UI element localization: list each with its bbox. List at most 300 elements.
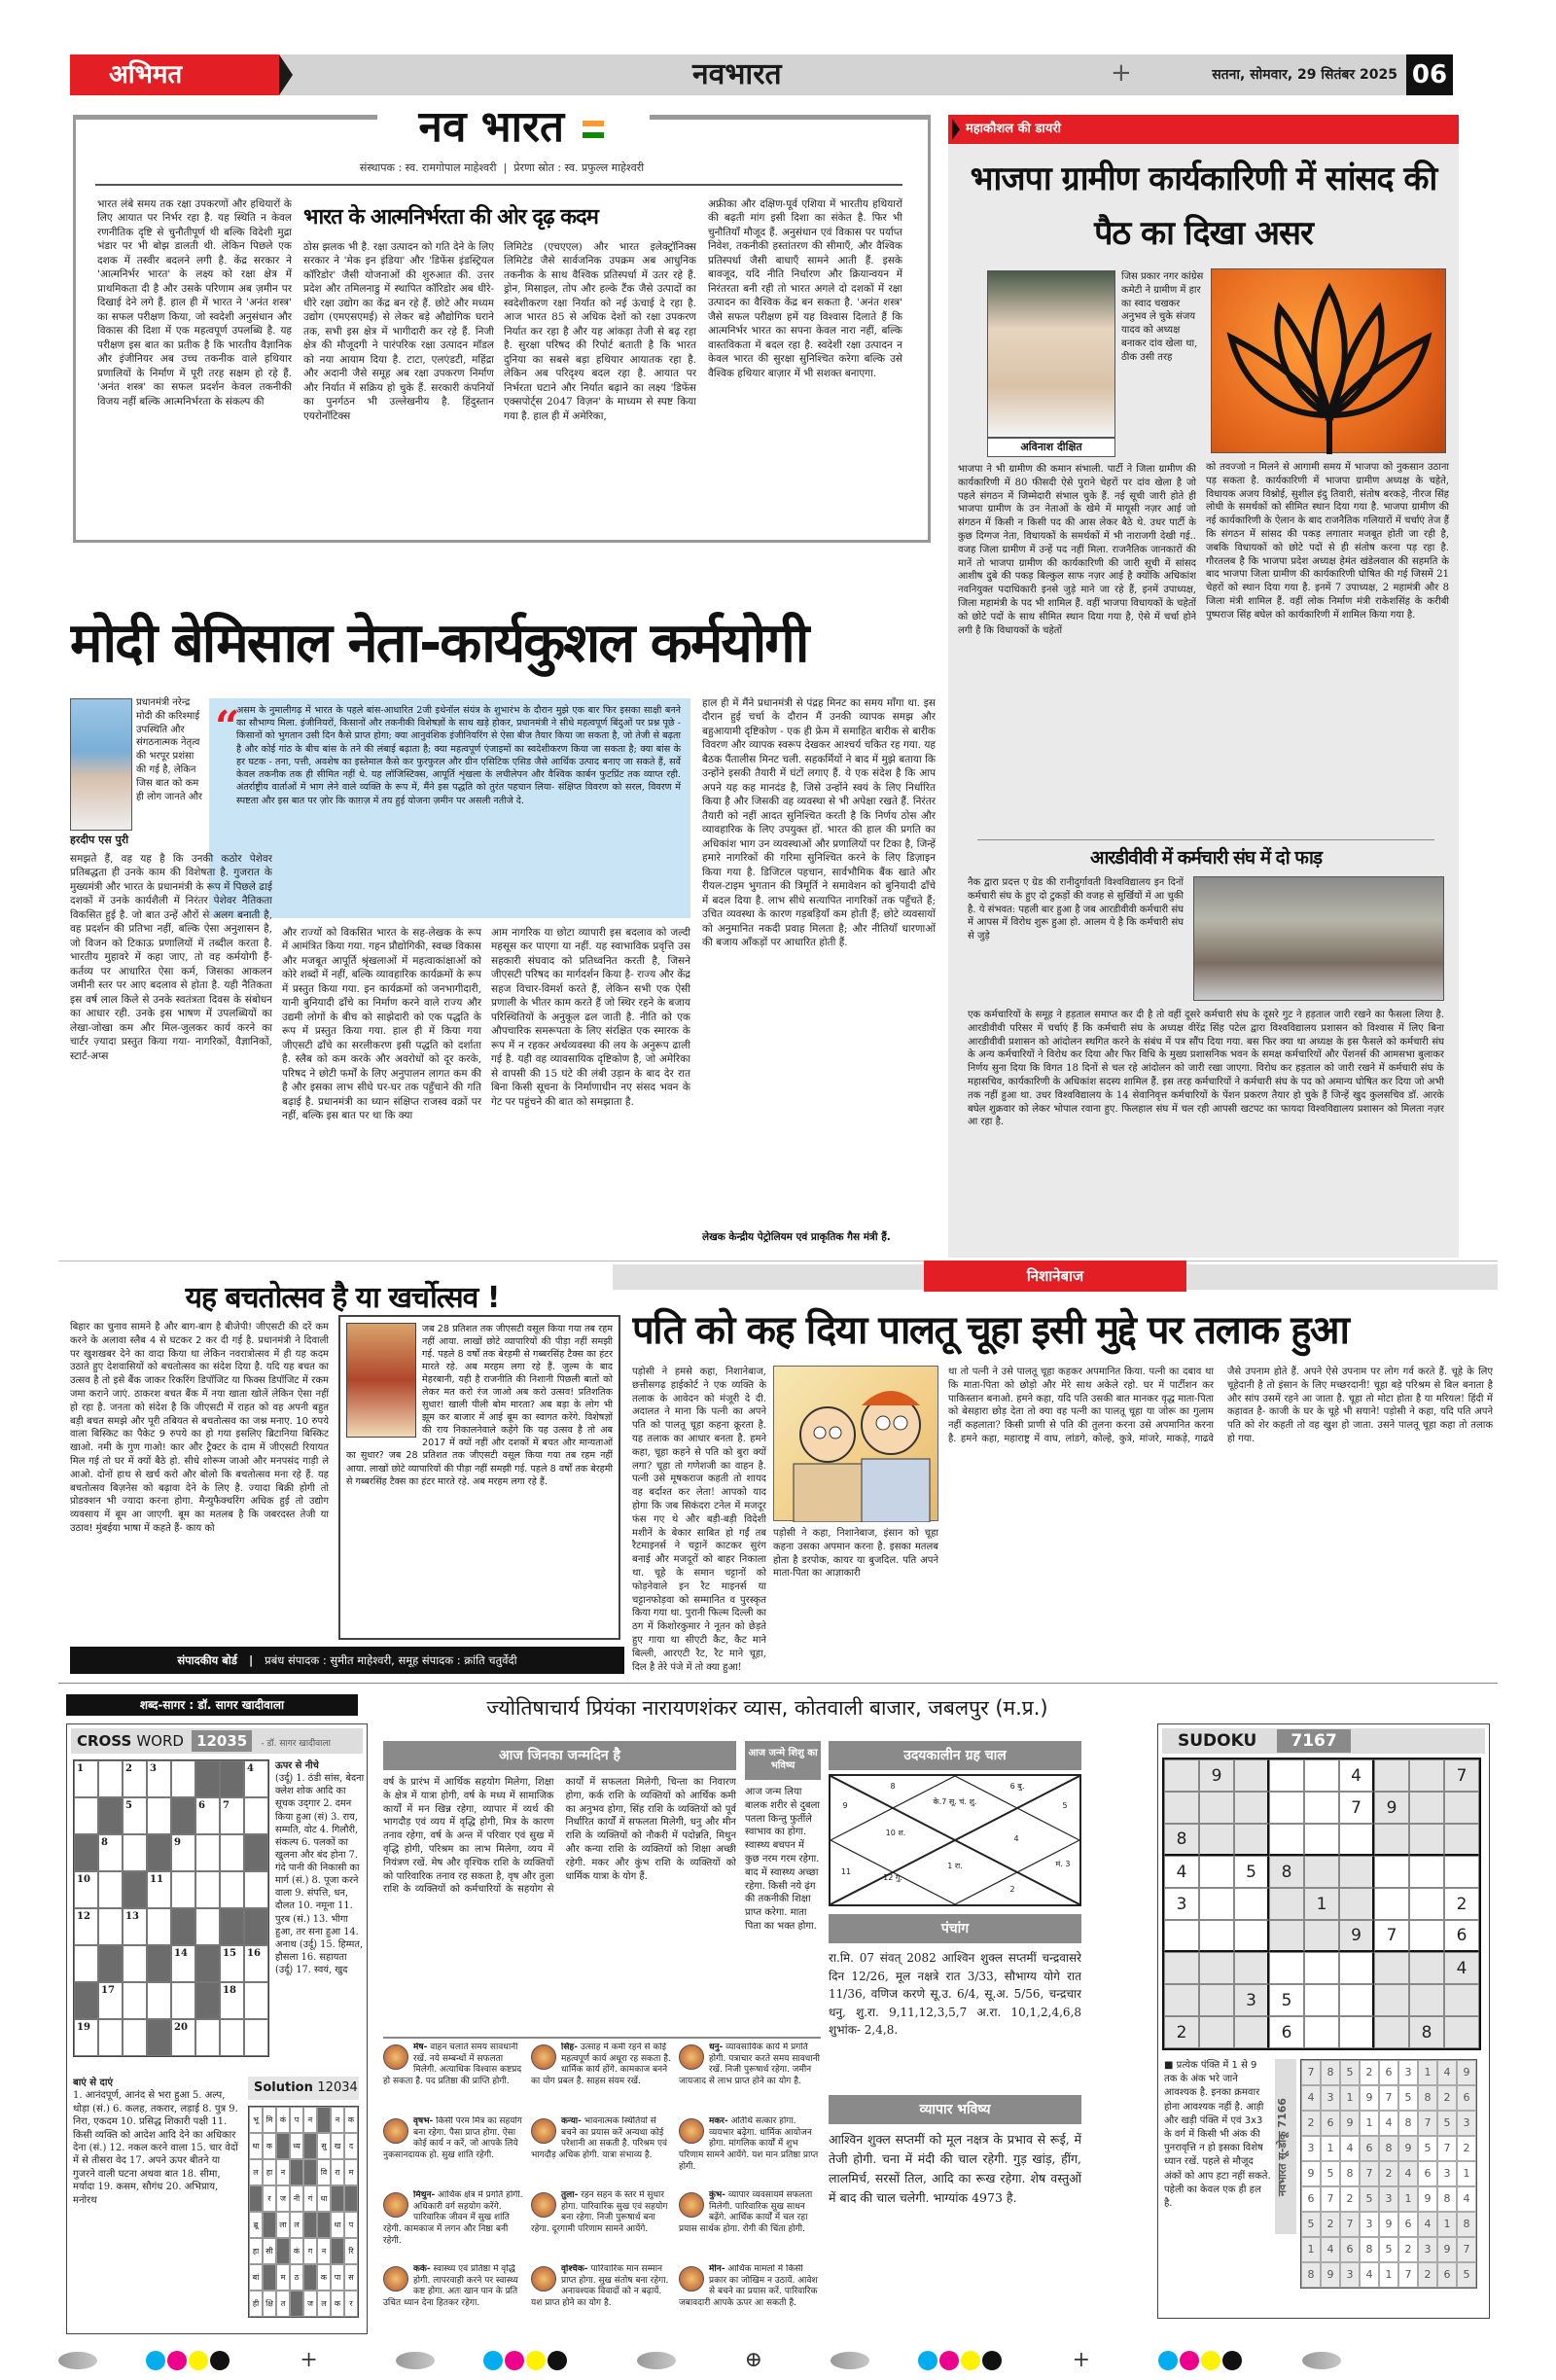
crossword-cell[interactable]: 7 xyxy=(220,1797,244,1834)
kundli-house: के.7 सू. चं. शु. xyxy=(933,1797,977,1806)
solution-cell: म xyxy=(276,2264,290,2291)
sudoku-empty-cell[interactable] xyxy=(1374,1824,1409,1856)
crossword-cell[interactable]: 16 xyxy=(244,1945,268,1982)
crossword-cell[interactable] xyxy=(171,1871,195,1908)
solution-cell: ज xyxy=(276,2185,290,2212)
answer-cell: 3 xyxy=(1360,2212,1379,2237)
crossword-black-cell xyxy=(244,1834,268,1871)
solution-cell: ही xyxy=(249,2291,263,2317)
crossword-cell[interactable] xyxy=(195,2019,220,2056)
answer-cell: 6 xyxy=(1457,2085,1476,2111)
brand-name: नवभारत xyxy=(692,57,782,91)
answer-cell: 9 xyxy=(1321,2262,1340,2288)
lead-column-4: हाल ही में मैंने प्रधानमंत्री से पंद्रह मिनट का समय माँगा था. इस दौरान हुई चर्चा के दौरान मैं उनकी व्यापक समझ और बहुआयामी दृष्टिकोण - एक ही फ्रेम में समाहित बारीक से बारीक विवरण और व्यापक स्वरूप देखकर आश्चर्य चकित रह गया. यह बैठक पैंतालीस मिनट चली. सहकर्मियों ने बाद में मुझे बताया कि उन्होंने इसकी तैयारी में घंटों लगाए हैं. ये एक संदेश है कि आप अपने यह कह मानदंड है, जिसे उन्होंने स्वयं के लिए निर्धारित किया है और जिसकी वह व्यवस्था से भी अपेक्षा रखते हैं. निरंतर तैयारी को नहीं आदत सुनिश्चित करती है कि निर्णय ठोस और व्यावहारिक के लिए उपयुक्त हों. भारत की हाल की प्रगति का अधिकांश भाग उन व्यवस्थाओं और प्रणालियों पर टिका है, जिन्हें हमारे नागरिकों की गरिमा सुनिश्चित करने के लिए डिज़ाइन किया गया है. डिजिटल पहचान, सार्वभौमिक बैंक खाते और रीयल-टाइम भुगतान की त्रिमूर्ति ने समावेशन को बुनियादी ढाँचे में बदल दिया है. लाभ सीधे सत्यापित नागरिकों तक पहुँचते हैं; उचित व्यवस्था के कारण गड़बड़ियाँ कम होती हैं; छोटे व्यवसायों को अनुमानित नकदी प्रवाह मिलता है; और नीतियाँ धारणाओं की बजाय आँकड़ों पर आधारित होती हैं. xyxy=(702,697,936,949)
solution-cell xyxy=(331,2238,344,2264)
crossword-cell[interactable] xyxy=(244,2019,268,2056)
sudoku-empty-cell[interactable] xyxy=(1269,1759,1304,1792)
horoscope-item xyxy=(383,2116,525,2186)
answer-cell: 6 xyxy=(1360,2136,1379,2161)
answer-cell: 7 xyxy=(1398,2262,1418,2288)
answer-cell: 2 xyxy=(1457,2136,1476,2161)
sudoku-empty-cell[interactable] xyxy=(1409,1792,1444,1824)
sign-text: वाहन चलाते समय सावधानी रखें. नये सम्बन्धों में सफलता मिलेगी. अत्याधिक विश्वास कष्टप्रद हो सकता है. पद प्रतिष्ठा की प्राप्ति होगी. xyxy=(383,2043,522,2087)
crossword-black-cell xyxy=(220,1908,244,1945)
lotus-icon xyxy=(1212,269,1447,454)
sudoku-given-cell: 7 xyxy=(1339,1792,1374,1824)
solution-cell xyxy=(344,2185,358,2212)
answer-cell: 2 xyxy=(1301,2111,1321,2136)
masthead xyxy=(70,54,1453,95)
crossword-black-cell xyxy=(171,1908,195,1945)
protest-photo xyxy=(1193,876,1444,1001)
solution-cell xyxy=(276,2238,290,2264)
horoscope-item xyxy=(383,2190,525,2260)
grey-oval-mark xyxy=(1302,2352,1341,2369)
crossword-cell[interactable] xyxy=(171,1760,195,1797)
nishanebaaz-col3: था तो पत्नी ने उसे पालतू चूहा कहकर अपमानित किया. पत्नी का दबाव था कि माता-पिता को छोड़ो और मेरे साथ अकेले रहो. घर में पार्टीशन कर पाकिस्तान बनाओ. हमने कहा, यदि पति उसकी बात मानकर वृद्ध माता-पिता को बेसहारा छोड़ देता तो क्या वह पत्नी का पालतू चूहा या जोरू का गुलाम नहीं कहलाता? किसी प्राणी से पति की तुलना करना उसे अपमानित करना है. हमने कहा, महाराष्ट्र में वाघ, लांडगे, कोल्हे, कुत्रे, मांजरे, माकड़े, गाढवे जैसे उपनाम होते हैं. अपने ऐसे उपनाम पर लोग गर्व करते हैं. चूहे के लिए चूहेदानी है तो इंसान के लिए मच्छरदानी! चूहा बड़े परिश्रम से बिल बनाता है और सांप उसमें रहने आ जाता है. चूहा तो मोटा होता है या मरियल! हिंदी में कहावत है- काजी के घर के चूहे भी सयाने! पड़ोसी ने कहा, यदि पति अपने पति को शेर कहती तो वह खुश हो जाता. उसने पालतू चूहा कहा तो तलाक हो गया. xyxy=(948,1367,1493,1444)
crossword-cell[interactable]: 12 xyxy=(74,1908,98,1945)
answer-cell: 1 xyxy=(1360,2111,1379,2136)
crossword-cell[interactable] xyxy=(147,1908,171,1945)
sudoku-empty-cell[interactable] xyxy=(1199,1792,1234,1824)
grey-oval-mark xyxy=(396,2352,435,2369)
divider xyxy=(977,839,1434,840)
solution-cell: हा xyxy=(249,2238,263,2264)
solution-cell xyxy=(263,2212,276,2238)
sign-text: आर्थिक क्षेत्र में प्रगति होगी. अधिकारी वर्ग सहयोग करेंगे. पारिवारिक जीवन में सुख शांति रहेगी. कामकाज में लगन और निष्ठा बनी रहेगी. xyxy=(383,2190,523,2246)
crossword-cell[interactable] xyxy=(195,1834,220,1871)
crossword-cell[interactable]: 8 xyxy=(98,1834,123,1871)
answer-cell: 7 xyxy=(1360,2161,1379,2186)
divider xyxy=(383,2037,821,2039)
sudoku-empty-cell[interactable] xyxy=(1234,1792,1269,1824)
solution-cell: सु xyxy=(317,2133,331,2159)
sign-name: धनु- xyxy=(709,2043,724,2052)
sudoku-empty-cell[interactable] xyxy=(1409,1920,1444,1952)
sudoku-empty-cell[interactable] xyxy=(1234,1759,1269,1792)
sudoku-empty-cell[interactable] xyxy=(1339,1952,1374,1984)
sudoku-empty-cell[interactable] xyxy=(1304,1856,1339,1888)
sign-text: अतिथि सत्कार होगा. व्ययभार बढ़ेगा. धार्मिक आयोजन होगा. मांगलिक कार्यों में शुभ परिणाम सामने आयेंगे. यश मान प्रतिष्ठा प्राप्त होगी. xyxy=(679,2116,819,2172)
black-dot xyxy=(982,2351,1002,2370)
answer-cell: 3 xyxy=(1437,2161,1457,2186)
sudoku-given-cell: 9 xyxy=(1339,1920,1374,1952)
crossword-cell[interactable]: 3 xyxy=(147,1760,171,1797)
answer-cell: 3 xyxy=(1418,2237,1437,2262)
solution-cell: त xyxy=(276,2291,290,2317)
answer-cell: 2 xyxy=(1340,2186,1360,2212)
magenta-dot xyxy=(1180,2351,1199,2370)
answer-cell: 6 xyxy=(1321,2111,1340,2136)
crossword-black-cell xyxy=(195,1982,220,2019)
crossword-black-cell xyxy=(244,1908,268,1945)
crossword-cell[interactable]: 2 xyxy=(123,1760,147,1797)
crossword-cell[interactable] xyxy=(220,2019,244,2056)
crossword-cell[interactable] xyxy=(98,2019,123,2056)
libra-icon xyxy=(531,2192,556,2218)
sudoku-empty-cell[interactable] xyxy=(1304,1792,1339,1824)
diary-title: भाजपा ग्रामीण कार्यकारिणी में सांसद की पैठ का दिखा असर xyxy=(970,160,1437,253)
answer-cell: 1 xyxy=(1418,2060,1437,2085)
gst-box-flow xyxy=(346,1323,613,1636)
solution-cell: प xyxy=(290,2107,303,2133)
sudoku-empty-cell[interactable] xyxy=(1409,1759,1444,1792)
answer-cell: 8 xyxy=(1321,2060,1340,2085)
answer-cell: 9 xyxy=(1379,2212,1398,2237)
sudoku-empty-cell[interactable] xyxy=(1374,1952,1409,1984)
bachat-headline: यह बचतोत्सव है या खर्चोत्सव ! xyxy=(185,1281,500,1315)
virgo-icon xyxy=(531,2118,556,2144)
sign-name: मिथुन- xyxy=(413,2190,436,2200)
sign-text: पारिवारिक मान सम्मान प्राप्त होगा. सुख संतोष बना रहेगा. अनावश्यक विवादों को न बढ़ायें. यश प्राप्त होने का योग है. xyxy=(531,2264,669,2309)
answer-cell: 8 xyxy=(1379,2136,1398,2161)
answer-cell: 5 xyxy=(1360,2186,1379,2212)
crossword-cell[interactable]: 9 xyxy=(171,1834,195,1871)
crossword-cell[interactable]: 13 xyxy=(123,1908,147,1945)
yellow-dot xyxy=(526,2351,546,2370)
sudoku-empty-cell[interactable] xyxy=(1444,1984,1479,2016)
sign-name: मकर- xyxy=(709,2116,728,2126)
flag-icon xyxy=(583,121,604,138)
sudoku-empty-cell[interactable] xyxy=(1234,2016,1269,2048)
answer-cell: 1 xyxy=(1301,2237,1321,2262)
solution-cell: ग xyxy=(303,2238,317,2264)
sudoku-empty-cell[interactable] xyxy=(1409,1888,1444,1920)
gemini-icon xyxy=(383,2192,408,2218)
solution-cell xyxy=(276,2133,290,2159)
kundli-lines-icon xyxy=(831,1776,1079,1904)
leo-icon xyxy=(531,2044,556,2070)
solution-cell: रि xyxy=(344,2238,358,2264)
answer-cell: 8 xyxy=(1437,2186,1457,2212)
sign-text: भावनात्मक स्थितियों से बचने का प्रयास करें अन्यथा कोई परेशानी आ सकती है. परिश्रम एवं भागदौड़ अधिक होगी. यात्रा संभाव्य है. xyxy=(531,2116,668,2161)
sudoku-empty-cell[interactable] xyxy=(1409,1856,1444,1888)
section-label: अभिमत xyxy=(70,54,279,95)
grey-oval-mark xyxy=(637,2352,676,2369)
crossword-title-b: WORD xyxy=(136,1732,184,1750)
editorial-column-3: लिमिटेड (एचएएल) और भारत इलेक्ट्रॉनिक्स लिमिटेड जैसे सार्वजनिक उपक्रम अब आधुनिक तकनीक के साथ वैश्विक प्रतिस्पर्धा में उतर रहे हैं. ड्रोन, मिसाइल, तोप और हल्के टैंक जैसे उत्पादों का स्वदेशीकरण रक्षा निर्यात को नई ऊंचाई दे रहा है. आज भारत 85 से अधिक देशों को रक्षा उपकरण निर्यात कर रहा है और यह आंकड़ा तेजी से बढ़ रहा है. सुरक्षा परिषद की रिपोर्ट बताती है कि भारत दुनिया का सबसे बड़ा हथियार आयातक रहा है. लेकिन अब परिदृश्य बदल रहा है. आयात पर निर्भरता घटाने और निर्यात बढ़ाने का लक्ष्य 'डिफेंस एक्सपोर्ट्स 2047 विज़न' के माध्यम से स्पष्ट किया गया है. हाल ही में अमेरिका, xyxy=(504,241,696,422)
sudoku-empty-cell[interactable] xyxy=(1234,1952,1269,1984)
sudoku-empty-cell[interactable] xyxy=(1164,1759,1199,1792)
crossword-black-cell xyxy=(147,2019,171,2056)
yellow-dot xyxy=(1201,2351,1220,2370)
crossword-cell[interactable]: 18 xyxy=(220,1982,244,2019)
sudoku-empty-cell[interactable] xyxy=(1199,2016,1234,2048)
crossword-cell[interactable] xyxy=(98,1908,123,1945)
sudoku-empty-cell[interactable] xyxy=(1374,1984,1409,2016)
crossword-black-cell xyxy=(147,1945,171,1982)
sudoku-empty-cell[interactable] xyxy=(1164,1952,1199,1984)
answer-cell: 4 xyxy=(1379,2111,1398,2136)
sudoku-empty-cell[interactable] xyxy=(1409,1952,1444,1984)
sudoku-grid[interactable] xyxy=(1162,1758,1481,2050)
solution-grid xyxy=(248,2106,359,2318)
black-dot xyxy=(210,2351,230,2370)
sudoku-given-cell: 9 xyxy=(1199,1759,1234,1792)
sign-name: तुला- xyxy=(561,2190,579,2200)
editorial-column-1: भारत लंबे समय तक रक्षा उपकरणों और हथियारों के लिए आयात पर निर्भर रहा है. यह स्थिति न केवल रणनीतिक दृष्टि से चुनौतीपूर्ण थी बल्कि विदेशी मुद्रा भंडार पर भी बोझ डालती थी. लेकिन पिछले एक दशक में तस्वीर बदलने लगी है. केंद्र सरकार ने 'आत्मनिर्भर भारत' के लक्ष्य को रक्षा क्षेत्र में प्राथमिकता दी है और उसके परिणाम अब ज़मीन पर दिखाई देने लगे हैं. हाल ही में भारत ने 'अनंत शस्त्र' का सफल परीक्षण किया, जो स्वदेशी अनुसंधान और विकास की दिशा में एक महत्वपूर्ण उपलब्धि है. यह परीक्षण इस बात का प्रतीक है कि भारतीय वैज्ञानिक और इंजीनियर अब उच्च तकनीक वाले हथियार प्रणालियों के निर्माण में पूरी तरह सक्षम हो रहे हैं. 'अनंत शस्त्र' का सफल प्रदर्शन केवल तकनीकी विजय नहीं बल्कि आत्मनिर्भरता के संकल्प की xyxy=(97,198,292,408)
crossword-author: - डॉ. सागर खादीवाला xyxy=(261,1739,331,1749)
diary-section xyxy=(948,115,1459,839)
board-separator: | xyxy=(248,1653,254,1667)
crossword-cell[interactable] xyxy=(98,1871,123,1908)
answer-cell: 2 xyxy=(1398,2237,1418,2262)
answer-cell: 8 xyxy=(1340,2161,1360,2186)
solution-cell: था xyxy=(249,2133,263,2159)
crossword-cell[interactable]: 11 xyxy=(147,1871,171,1908)
crossword-cell[interactable] xyxy=(244,1797,268,1834)
sudoku-empty-cell[interactable] xyxy=(1339,1888,1374,1920)
solution-cell: ला xyxy=(276,2212,290,2238)
sudoku-empty-cell[interactable] xyxy=(1199,1856,1234,1888)
sudoku-empty-cell[interactable] xyxy=(1164,1792,1199,1824)
sudoku-empty-cell[interactable] xyxy=(1339,1984,1374,2016)
business-text: आश्विन शुक्ल सप्तमीं को मूल नक्षत्र के प्रभाव से रूई, में तेजी होगी. चना में मंदी की चाल रहेगी. गुड़ खांड़, हींग, लालमिर्च, सरसों तिल, आदि का रूख रहेगा. शेष वस्तुओं में बाद की चाल चलेगी. भाग्यांक 4973 है. xyxy=(829,2132,1081,2205)
sudoku-empty-cell[interactable] xyxy=(1199,1984,1234,2016)
answer-cell: 4 xyxy=(1398,2161,1418,2186)
sign-text: रहन सहन के स्तर में सुधार होगा. पारिवारिक सुख एवं सहयोग बना रहेगा. निजी पुरूषार्थ बना रहेगा. दूरगामी परिणाम सामने आयेंगे. xyxy=(531,2190,668,2235)
answer-cell: 5 xyxy=(1398,2085,1418,2111)
horoscope-item xyxy=(383,2043,525,2113)
rdvv-body: एक कर्मचारियों के समूह ने हड़ताल समाप्त कर दी है तो वहीं दूसरे कर्मचारी संघ के दूसरे गुट ने हड़ताल जारी रखने का फैसला लिया है. आरडीवीवी परिसर में चर्चाएं हैं कि कर्मचारी संघ के अध्यक्ष वीरेंद्र सिंह पटेल द्वारा विश्वविद्यालय प्रशासन को विश्वास में लिए बिना आरडीवीवी प्रशासन को आंदोलन स्थगित करने के संबंध में पत्र सौंप दिया गया. बस फिर क्या था अध्यक्ष के इस फैसले को कर्मचारी संघ के अन्य कर्मचारियों ने विरोध कर दिया और फिर विधि के मुख्य प्रशासनिक भवन के समक्ष कर्मचारियों और पेंशनर्स की आमसभा बुलाकर निर्णय सुना दिया कि विगत 18 दिनों से चल रहे आंदोलन को जारी रखा जाएगा. विरोध कर हड़ताल को जारी रखने में कर्मचारी संघ के महासचिव, कार्यकारिणी के अधिकांश सदस्य शामिल हैं. इस तरह कर्मचारियों ने कर्मचारी संघ के पद को अमान्य घोषित कर दिया जो अभी तक नहीं हुआ था. उधर विश्वविद्यालय के 14 सेवानिवृत्त कर्मचारियों के पेंशन प्रकरण तैयार हो चुके हैं जिन्हें खुद कुलसचिव डॉ. आरके बघेल शुक्रवार को लेकर भोपाल रवाना हुए. फिलहाल संघ में चल रही आपसी खटपट का फायदा विश्वविद्यालय प्रशासन को मिलता नज़र आ रहा है. xyxy=(968,1010,1444,1128)
crossword-cell[interactable]: 6 xyxy=(195,1797,220,1834)
answer-cell: 9 xyxy=(1418,2186,1437,2212)
horoscope-item xyxy=(531,2043,673,2113)
sudoku-given-cell: 7 xyxy=(1374,1920,1409,1952)
horoscope-item xyxy=(531,2116,673,2186)
solution-cell: ल xyxy=(290,2212,303,2238)
sudoku-empty-cell[interactable] xyxy=(1234,1824,1269,1856)
aquarius-icon xyxy=(679,2192,704,2218)
editorial-title: भारत के आत्मनिर्भरता की ओर दृढ़ कदम xyxy=(303,205,598,230)
answer-cell: 5 xyxy=(1340,2060,1360,2085)
crossword-cell[interactable] xyxy=(123,1982,147,2019)
panchang-heading: पंचांग xyxy=(829,1914,1081,1943)
sudoku-empty-cell[interactable] xyxy=(1269,1888,1304,1920)
answer-cell: 1 xyxy=(1321,2136,1340,2161)
sudoku-empty-cell[interactable] xyxy=(1304,2016,1339,2048)
crossword-cell[interactable] xyxy=(244,1871,268,1908)
crossword-cell[interactable]: 1 xyxy=(74,1760,98,1797)
crossword-black-cell xyxy=(171,1797,195,1834)
crossword-cell[interactable] xyxy=(147,1982,171,2019)
crossword-cell[interactable] xyxy=(244,1982,268,2019)
answer-cell: 8 xyxy=(1301,2262,1321,2288)
sudoku-empty-cell[interactable] xyxy=(1269,1920,1304,1952)
sudoku-empty-cell[interactable] xyxy=(1304,1920,1339,1952)
child-heading: आज जन्मे शिशु का भविष्य xyxy=(745,1741,821,1780)
solution-cell xyxy=(331,2185,344,2212)
solution-cell: ख xyxy=(331,2133,344,2159)
crossword-cell[interactable] xyxy=(123,2019,147,2056)
sudoku-empty-cell[interactable] xyxy=(1234,1920,1269,1952)
crossword-cell[interactable] xyxy=(74,1797,98,1834)
answer-cell: 4 xyxy=(1340,2136,1360,2161)
answer-cell: 6 xyxy=(1418,2161,1437,2186)
bachat-body: बिहार का चुनाव सामने है और बाग-बाग है बीजेपी! जीएसटी की दरें कम करने के अलावा स्लैब 4 से घटकर 2 कर दी गई है. प्रधानमंत्री ने दिवाली पर खुशखबर देने का वादा किया था लेकिन नवरात्रोत्सव में ही यह कदम उठाते हुए देशवासियों को बचतोत्सव का संदेश दिया है. यदि यह बचत का उत्सव है तो इसे बैंक जाकर रिकरिंग डिपॉजिट या फिक्स डिपॉजिट में रकम जमा कराने जाएं. ठाकरश बचत बैंक में नया खाता खोलें लेकिन ऐसा नहीं हो रहा है. जनता को संदेश है कि जीएसटी में राहत को वह अपनी बहुत बड़ी बचत समझे और पूरी तबियत से बचतोत्सव का जश्न मनाए. 10 रुपये वाला बिस्किट का पैकेट 9 रुपये का हो गया इसलिए ब्रिटानिया बिस्किट खाओ. नमी के गुण गाओ! कार और ट्रैक्टर के दाम में जीएसटी रियायत मिल गई तो घर में क्यों बैठे हो. सीधे शोरूम जाओ और मनपसंद गाड़ी ले आओ. दोनों हाथ से खर्च करो और बोलो कि बचतोत्सव मना रहे हैं. यह बचतोत्सव बिज़नेस को बढ़ावा देने के लिए है. ज्यादा बिक्री होगी तो प्रोडक्शन भी ज्यादा करना होगा. मैन्युफैक्चरिंग अधिक हुई तो उद्योग व्यवसाय में बूम आ जाएगी. बूम का मतलब है कि जबरदस्त तेजी या उठाव! मुंबईया भाषा में कहते हैं- काय को xyxy=(70,1322,329,1534)
grey-oval-mark xyxy=(831,2352,869,2369)
editorial-board-bar xyxy=(70,1647,624,1674)
answer-cell: 7 xyxy=(1340,2212,1360,2237)
sudoku-given-cell: 8 xyxy=(1409,2016,1444,2048)
crossword-cell[interactable]: 20 xyxy=(171,2019,195,2056)
board-editors: प्रबंध संपादक : सुमीत माहेश्वरी, समूह संपादक : क्रांति चतुर्वेदी xyxy=(265,1653,517,1667)
sudoku-empty-cell[interactable] xyxy=(1444,1792,1479,1824)
print-registration-row xyxy=(58,2348,1517,2373)
sudoku-empty-cell[interactable] xyxy=(1409,1824,1444,1856)
answer-cell: 5 xyxy=(1321,2161,1340,2186)
crossword-cell[interactable] xyxy=(147,1797,171,1834)
logo-text: नव भारत xyxy=(418,102,565,152)
sudoku-empty-cell[interactable] xyxy=(1374,1759,1409,1792)
answer-cell: 7 xyxy=(1437,2136,1457,2161)
crossword-cell[interactable]: 15 xyxy=(220,1945,244,1982)
crossword-box xyxy=(66,1723,368,2334)
crossword-cell[interactable] xyxy=(171,1982,195,2019)
sudoku-empty-cell[interactable] xyxy=(1199,1920,1234,1952)
sudoku-rules xyxy=(1164,2059,1271,2314)
sudoku-empty-cell[interactable] xyxy=(1234,1888,1269,1920)
kundli-house: 9 xyxy=(842,1801,848,1810)
crossword-cell[interactable] xyxy=(220,1834,244,1871)
answer-cell: 1 xyxy=(1457,2161,1476,2186)
sudoku-given-cell: 3 xyxy=(1234,1984,1269,2016)
answer-cell: 1 xyxy=(1340,2085,1360,2111)
crossword-cell[interactable] xyxy=(195,1908,220,1945)
sudoku-empty-cell[interactable] xyxy=(1374,1856,1409,1888)
kundli-house: 2 xyxy=(1009,1885,1015,1894)
sudoku-empty-cell[interactable] xyxy=(1269,1952,1304,1984)
crossword-grid[interactable] xyxy=(73,1759,269,2057)
cartoon-spacer xyxy=(346,1323,422,1441)
solution-cell: रा xyxy=(331,2159,344,2185)
sign-name: वृश्चिक- xyxy=(561,2264,588,2274)
answer-cell: 3 xyxy=(1301,2136,1321,2161)
sign-name: मीन- xyxy=(709,2264,725,2274)
solution-cell: न xyxy=(276,2159,290,2185)
answer-label: नवभारत सू-डोकू 7166 xyxy=(1275,2059,1296,2234)
crossword-cell[interactable] xyxy=(74,1945,98,1982)
crossword-cell[interactable] xyxy=(123,1834,147,1871)
crossword-down-clues xyxy=(275,1759,365,2069)
answer-cell: 8 xyxy=(1457,2212,1476,2237)
crossword-cell[interactable]: 17 xyxy=(98,1982,123,2019)
rdvv-title: आरडीवीवी में कर्मचारी संघ में दो फाड़ xyxy=(1089,847,1323,869)
solution-cell: नी xyxy=(290,2185,303,2212)
sudoku-empty-cell[interactable] xyxy=(1269,1824,1304,1856)
cyan-dot xyxy=(918,2351,937,2370)
solution-cell: र xyxy=(344,2291,358,2317)
cyan-dot xyxy=(146,2351,165,2370)
sudoku-empty-cell[interactable] xyxy=(1304,1824,1339,1856)
lead-byline: लेखक केन्द्रीय पेट्रोलियम एवं प्राकृतिक गैस मंत्री हैं. xyxy=(702,1231,891,1243)
sudoku-header xyxy=(1162,1728,1485,1754)
answer-cell: 6 xyxy=(1398,2212,1418,2237)
answer-cell: 4 xyxy=(1301,2085,1321,2111)
solution-cell xyxy=(317,2212,331,2238)
sudoku-empty-cell[interactable] xyxy=(1444,1824,1479,1856)
crossword-number: 12035 xyxy=(192,1730,252,1752)
sudoku-given-cell: 6 xyxy=(1269,2016,1304,2048)
planet-heading: उदयकालीन ग्रह चाल xyxy=(829,1741,1081,1770)
answer-cell: 7 xyxy=(1379,2085,1398,2111)
answer-cell: 3 xyxy=(1457,2111,1476,2136)
solution-cell: कं xyxy=(276,2107,290,2133)
sudoku-empty-cell[interactable] xyxy=(1409,1984,1444,2016)
cyan-dot xyxy=(1158,2351,1178,2370)
crossword-cell[interactable] xyxy=(195,1871,220,1908)
horoscope-list xyxy=(383,2043,823,2340)
sudoku-empty-cell[interactable] xyxy=(1374,1888,1409,1920)
sudoku-empty-cell[interactable] xyxy=(1444,1856,1479,1888)
sudoku-empty-cell[interactable] xyxy=(1269,1792,1304,1824)
answer-cell: 2 xyxy=(1321,2212,1340,2237)
sign-name: वृषभ- xyxy=(413,2116,434,2126)
diary-tag: महाकौशल की डायरी xyxy=(948,115,1459,144)
editorial-box xyxy=(73,102,931,543)
sudoku-empty-cell[interactable] xyxy=(1304,1952,1339,1984)
solution-cell: बां xyxy=(249,2264,263,2291)
sudoku-empty-cell[interactable] xyxy=(1199,1824,1234,1856)
answer-cell: 3 xyxy=(1340,2262,1360,2288)
sudoku-given-cell: 9 xyxy=(1374,1792,1409,1824)
sudoku-empty-cell[interactable] xyxy=(1199,1888,1234,1920)
crossword-across-clues xyxy=(73,2077,240,2331)
sagittarius-icon xyxy=(679,2044,704,2070)
sudoku-empty-cell[interactable] xyxy=(1304,1759,1339,1792)
solution-cell: भू xyxy=(249,2107,263,2133)
solution-number: 12034 xyxy=(317,2080,358,2095)
crossword-cell[interactable] xyxy=(220,1871,244,1908)
crossword-cell[interactable]: 5 xyxy=(123,1797,147,1834)
sign-name: कुंभ- xyxy=(709,2190,725,2200)
diary-body-left: भाजपा ने भी ग्रामीण की कमान संभाली. पार्टी ने जिला ग्रामीण की कार्यकारिणी में 80 फीसदी ऐसे पुराने चेहरों पर दांव खेला है जो पहले संगठन में जिम्मेदारी संभाल चुके हैं. नई सूची जारी होते ही भाजपा ग्रामीण के उन नेताओं के खेमे में मायूसी नज़र आई जो संगठन में किसी न किसी पद की आस लेकर बैठे थे. उधर पार्टी के कुछ दिग्गज नेता, विधायकों के समर्थकों में भी नाराजगी देखी गई.. वजह जिला ग्रामीण में उन्हें पद नहीं मिला. राजनैतिक जानकारों की मानें तो भाजपा ग्रामीण की कार्यकारिणी की जारी सूची में सांसद आशीष दुबे की पकड़ बिल्कुल साफ नज़र आई है क्योंकि अधिकांश नवनियुक्त पदाधिकारी इनसे जुड़े माने जा रहे हैं, इनमें उपाध्यक्ष, जिला महामंत्री के पद भी शामिल हैं. वहीं भाजपा विधायकों के चहेतों को छोटे पदों के साथ सीमित स्थान दिया गया है, ऐसे में चर्चा होने लगी है कि विधायकों के चहेतों xyxy=(958,464,1196,636)
crossword-cell[interactable] xyxy=(123,1945,147,1982)
answer-cell: 9 xyxy=(1340,2111,1360,2136)
sudoku-given-cell: 4 xyxy=(1164,1856,1199,1888)
editorial-column-4: अफ्रीका और दक्षिण-पूर्व एशिया में भारतीय हथियारों की बढ़ती मांग इसी दिशा का संकेत है. फिर भी चुनौतियाँ मौजूद हैं. अनुसंधान एवं विकास पर पर्याप्त निवेश, तकनीकी हस्तांतरण की सीमाएँ, और वैश्विक प्रतिस्पर्धा जैसी बाधाएँ सामने आती हैं. इसके बावजूद, यदि नीति निर्धारण और क्रियान्वयन में निरंतरता बनी रही तो भारत अगले दो दशकों में रक्षा उत्पादन का वैश्विक केंद्र बन सकता है. 'अनंत शस्त्र' जैसे सफल परीक्षण हमें यह विश्वास दिलाते हैं कि आत्मनिर्भर भारत का सपना केवल नारा नहीं, बल्कि वास्तविकता में बदल रहा है. स्वदेशी रक्षा उत्पादन न केवल भारत की सुरक्षा सुनिश्चित करेगा बल्कि उसे वैश्विक हथियार बाज़ार में भी सशक्त बनाएगा. xyxy=(708,198,902,379)
diary-body-right: को तवज्जो न मिलने से आगामी समय में भाजपा को नुकसान उठाना पड़ सकता है. कार्यकारिणी में भाजपा ग्रामीण अध्यक्ष के चहेते, विधायक अजय विश्नोई, सुशील इंदु तिवारी, संतोष बरकड़े, नीरज सिंह लोधी के समर्थकों को सीमित स्थान दिया गया है. भाजपा ग्रामीण की नई कार्यकारिणी के ऐलान के बाद राजनैतिक गलियारों में चर्चाएं तेज हैं कि संगठन में सांसद की पकड़ लगातार मजबूत होती जा रही है, जबकि विधायकों को छोटे पदों से ही संतोष करना पड़ रहा है. गौरतलब है कि भाजपा प्रदेश अध्यक्ष हेमंत खंडेलवाल की सहमति के बाद भाजपा जिला ग्रामीण की कार्यकारिणी घोषित की गई जिसमें 21 चेहरों को स्थान दिया गया है. इनमें 7 उपाध्यक्ष, 2 महामंत्री और 8 जिला मंत्री शामिल हैं. वहीं लोक निर्माण मंत्री राकेशसिंह के करीबी पुष्पराज सिंह बघेल को कार्यकारिणी में शामिल किया गया है. xyxy=(1206,462,1449,621)
sudoku-empty-cell[interactable] xyxy=(1199,1952,1234,1984)
sudoku-empty-cell[interactable] xyxy=(1444,2016,1479,2048)
answer-cell: 2 xyxy=(1418,2262,1437,2288)
kundli-house: 1 रा. xyxy=(947,1862,963,1870)
solution-cell: क xyxy=(331,2291,344,2317)
sudoku-empty-cell[interactable] xyxy=(1339,1856,1374,1888)
solution-header xyxy=(248,2077,359,2100)
pisces-icon xyxy=(679,2266,704,2291)
sudoku-empty-cell[interactable] xyxy=(1164,1920,1199,1952)
sudoku-empty-cell[interactable] xyxy=(1304,1984,1339,2016)
crossword-cell[interactable]: 4 xyxy=(244,1760,268,1797)
crossword-cell[interactable]: 10 xyxy=(74,1871,98,1908)
crossword-cell[interactable]: 14 xyxy=(171,1945,195,1982)
registration-target-icon: ⊕ xyxy=(744,2348,762,2372)
sudoku-empty-cell[interactable] xyxy=(1339,1824,1374,1856)
answer-cell: 8 xyxy=(1360,2237,1379,2262)
crossword-cell[interactable] xyxy=(98,1760,123,1797)
birthday-heading: आज जिनका जन्मदिन है xyxy=(383,1741,736,1770)
crossword-cell[interactable]: 19 xyxy=(74,2019,98,2056)
answer-cell: 7 xyxy=(1321,2186,1340,2212)
panchang-text: रा.मि. 07 संवत् 2082 आश्विन शुक्ल सप्तमीं चन्द्रवासरे दिन 12/26, मूल नक्षत्रे रात 3/33, सौभाग्य योगे रात 11/36, वणिज करणे सू.उ. 6/4, सू.अ. 5/56, चन्द्रचार धनु, शु.रा. 9,11,12,3,5,7 अ.रा. 10,1,2,4,6,8 शुभांक- 2,4,8. xyxy=(829,1951,1081,2038)
sudoku-empty-cell[interactable] xyxy=(1164,1984,1199,2016)
registration-mark-icon: + xyxy=(1111,58,1132,88)
solution-cell xyxy=(290,2291,303,2317)
sudoku-empty-cell[interactable] xyxy=(1374,2016,1409,2048)
business-heading: व्यापार भविष्य xyxy=(829,2095,1081,2124)
sudoku-empty-cell[interactable] xyxy=(1339,2016,1374,2048)
